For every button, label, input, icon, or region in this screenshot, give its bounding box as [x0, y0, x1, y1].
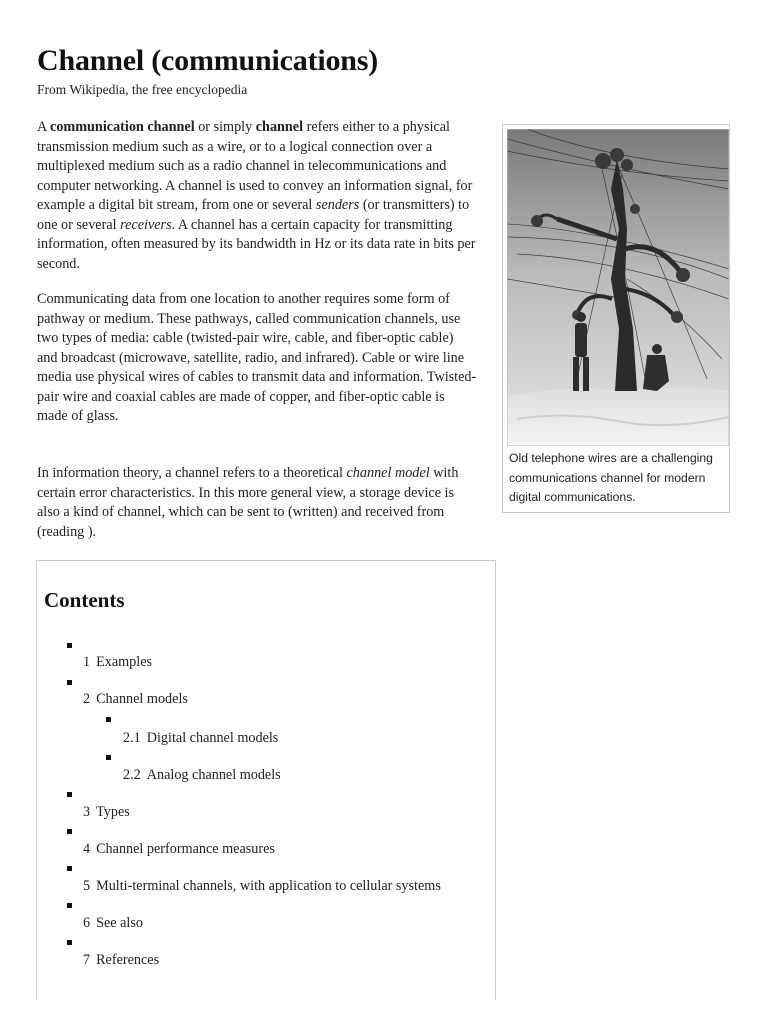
- page-title: Channel (communications): [37, 44, 379, 77]
- image-caption: Old telephone wires are a challenging communications channel for modern digital communications.: [509, 451, 713, 504]
- toc-label: References: [96, 952, 160, 968]
- text-run: refers either to a physical transmission medium such as a wire, or to a logical connection over a multiplexed medium such as a radio channel in telecommunications and computer networking. A channel is used to convey an information signal, for example a digital bit stream, from one or several: [37, 119, 473, 213]
- toc-label: Channel performance measures: [96, 841, 275, 857]
- term-receivers: receivers: [120, 216, 172, 233]
- text-run: A: [37, 119, 51, 135]
- text-run: . A channel has a certain capacity for transmitting information, often measured by its bandwidth in Hz or its data rate in bits per second.: [37, 216, 476, 272]
- page-tagline: From Wikipedia, the free encyclopedia: [37, 82, 248, 97]
- toc-link[interactable]: [83, 804, 130, 821]
- information-theory-paragraph: [37, 464, 477, 542]
- toc-number: 2: [83, 691, 91, 707]
- toc-number: 2.2: [123, 767, 141, 783]
- toc-link[interactable]: [83, 915, 143, 932]
- text-run: with certain error characteristics. In this more general view, a storage device is also a kind of channel, which can be sent to (written) and received from (reading ).: [37, 465, 459, 540]
- text-run: In information theory, a channel refers to a theoretical: [37, 465, 347, 481]
- term-senders: senders: [315, 197, 360, 213]
- toc-number: 7: [83, 952, 91, 968]
- toc-label: Types: [96, 804, 130, 820]
- toc-title: Contents: [44, 588, 125, 612]
- toc-number: 5: [83, 878, 91, 894]
- toc-link[interactable]: [83, 952, 159, 969]
- bullet-icon: [67, 792, 72, 797]
- bullet-icon: [67, 903, 72, 908]
- toc-link[interactable]: [83, 841, 275, 858]
- bullet-icon: [67, 643, 72, 648]
- toc-list: [37, 561, 495, 1000]
- bullet-icon: [67, 829, 72, 834]
- toc-link[interactable]: [123, 730, 278, 747]
- toc-label: See also: [96, 915, 143, 931]
- bullet-icon: [67, 940, 72, 945]
- infobox-figure: [502, 124, 730, 513]
- toc-link[interactable]: [83, 878, 441, 895]
- toc-link[interactable]: [83, 691, 188, 708]
- toc-number: 6: [83, 915, 91, 931]
- toc-label: Examples: [96, 654, 153, 670]
- media-paragraph: Communicating data from one location to another requires some form of pathway or medium. These pathways, called communication channels, use two types of media: cable (twisted-pair wire, cable, and fiber-optic cable) and broadcast (microwave, satellite, radio, and infrared). Cable or wire line media use physical wires of cables to transmit data and information. Twisted-pair wire and coaxial cables are made of copper, and fiber-optic cable is made of glass.: [37, 291, 477, 424]
- toc-number: 3: [83, 804, 91, 820]
- toc-label: Digital channel models: [146, 730, 279, 746]
- toc-label: Multi-terminal channels, with application to cellular systems: [96, 878, 441, 894]
- toc-number: 2.1: [123, 730, 141, 746]
- toc-label: Channel models: [96, 691, 188, 707]
- term-communication-channel: communication channel: [50, 119, 195, 135]
- telephone-wires-photo[interactable]: [507, 129, 729, 446]
- toc-label: Analog channel models: [146, 767, 281, 783]
- table-of-contents: [36, 560, 496, 1000]
- bullet-icon: [67, 680, 72, 685]
- term-channel-model: channel model: [346, 465, 430, 481]
- bullet-icon: [67, 866, 72, 871]
- term-channel: channel: [255, 119, 304, 135]
- toc-link[interactable]: [123, 767, 281, 784]
- toc-link[interactable]: [83, 654, 152, 671]
- bullet-icon: [106, 755, 111, 760]
- text-run: or simply: [194, 119, 256, 135]
- bullet-icon: [106, 717, 111, 722]
- toc-number: 4: [83, 841, 91, 857]
- intro-paragraph: [37, 118, 477, 274]
- toc-number: 1: [83, 654, 91, 670]
- text-run: (or transmitters) to one or several: [37, 197, 470, 233]
